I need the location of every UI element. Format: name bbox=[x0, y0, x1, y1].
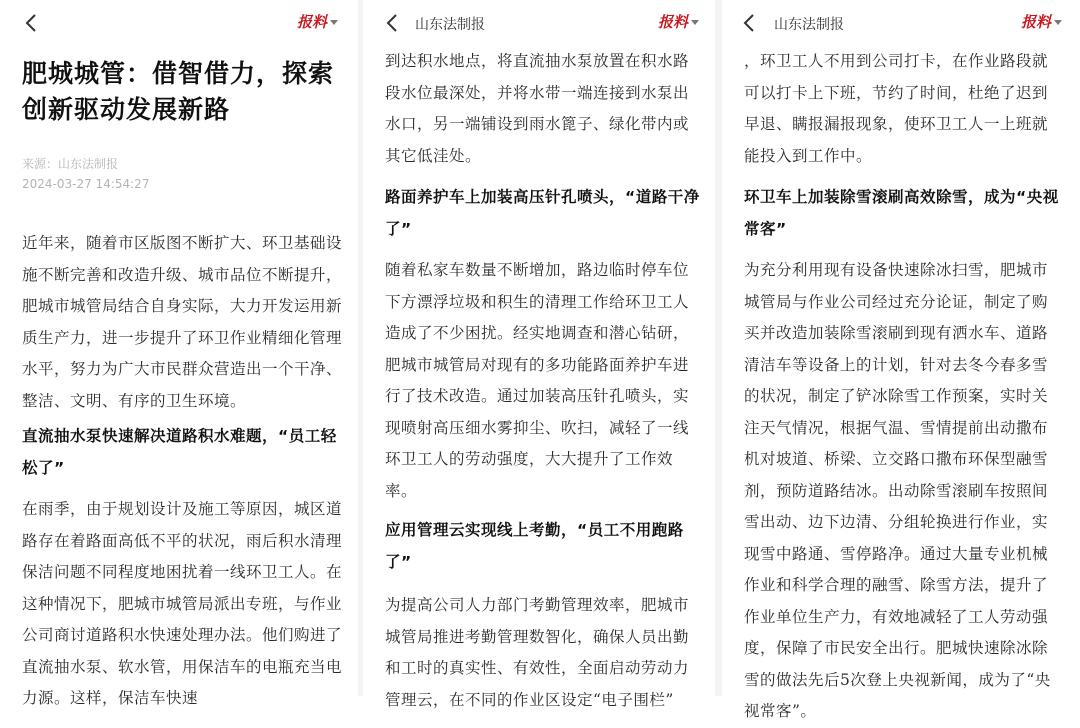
article-panel-2 bbox=[363, 0, 715, 709]
back-icon[interactable] bbox=[383, 10, 403, 36]
caret-down-icon bbox=[1054, 20, 1062, 25]
article-content bbox=[744, 46, 1062, 728]
top-bar bbox=[363, 0, 715, 46]
article-source: 来源：山东法制报 bbox=[22, 157, 119, 171]
intro-paragraph: 近年来，随着市区版图不断扩大、环卫基础设施不断完善和改造升级、城市品位不断提升，肥城市城管局结合自身实际，大力开发运用新质生产力，进一步提升了环卫作业精细化管理水平，努力为广大市民群众营造出一个干净、整洁、文明、有序的卫生环境。 bbox=[22, 234, 343, 410]
article-content bbox=[385, 46, 701, 716]
section-heading: 路面养护车上加装高压针孔喷头，“道路干净了” bbox=[385, 188, 700, 238]
body-paragraph: 随着私家车数量不断增加，路边临时停车位下方漂浮垃圾和积生的清理工作给环卫工人造成了不少困扰。经实地调查和潜心钻研，肥城市城管局对现有的多功能路面养护车进行了技术改造。通过加装高压针孔喷头，实现喷射高压细水雾抑尘、吹扫，减轻了一线环卫工人的劳动强度，大大提升了工作效率。 bbox=[385, 261, 690, 500]
article-content bbox=[22, 56, 342, 715]
article-title: 肥城城管：借智借力，探索创新驱动发展新路 bbox=[22, 59, 335, 124]
divider bbox=[715, 0, 722, 696]
caret-down-icon bbox=[330, 20, 338, 25]
top-bar bbox=[0, 0, 358, 46]
article-panel-1 bbox=[0, 0, 358, 707]
report-label: 报料 bbox=[296, 13, 327, 31]
section-heading: 环卫车上加装除雪滚刷高效除雪，成为“央视常客” bbox=[744, 188, 1059, 238]
report-label: 报料 bbox=[657, 13, 688, 31]
body-paragraph: 到达积水地点，将直流抽水泵放置在积水路段水位最深处，并将水带一端连接到水泵出水口，另一端铺设到雨水篦子、绿化带内或其它低洼处。 bbox=[385, 52, 690, 165]
body-paragraph: 为提高公司人力部门考勤管理效率，肥城市城管局推进考勤管理数智化，确保人员出勤和工时的真实性、有效性，全面启动劳动力管理云，在不同的作业区设定“电子围栏” bbox=[385, 596, 690, 709]
article-panel-3 bbox=[722, 0, 1080, 720]
section-heading: 应用管理云实现线上考勤，“员工不用跑路了” bbox=[385, 521, 684, 571]
report-button[interactable] bbox=[1021, 11, 1062, 32]
caret-down-icon bbox=[691, 20, 699, 25]
report-button[interactable] bbox=[297, 11, 338, 32]
article-datetime: 2024-03-27 14:54:27 bbox=[22, 177, 150, 191]
body-paragraph: 为充分利用现有设备快速除冰扫雪，肥城市城管局与作业公司经过充分论证，制定了购买并改造加装除雪滚刷到现有洒水车、道路清洁车等设备上的计划，针对去冬今春多雪的状况，制定了铲冰除雪工作预案，实时关注天气情况，根据气温、雪情提前出动撒布机对坡道、桥梁、立交路口撒布环保型融雪剂，预防道路结冰。出动除雪滚刷车按照间雪出动、边下边清、分组轮换进行作业，实现雪中路通、雪停路净。通过大量专业机械作业和科学合理的融雪、除雪方法，提升了作业单位生产力，有效地减轻了工人劳动强度，保障了市民安全出行。肥城快速除冰除雪的做法先后5次登上央视新闻，成为了“央视常客”。 bbox=[744, 261, 1051, 720]
top-bar bbox=[722, 0, 1080, 46]
bar-title: 山东法制报 bbox=[415, 17, 485, 33]
report-label: 报料 bbox=[1020, 13, 1051, 31]
bar-title: 山东法制报 bbox=[774, 17, 844, 33]
body-paragraph: ，环卫工人不用到公司打卡，在作业路段就可以打卡上下班，节约了时间，杜绝了迟到早退、瞒报漏报现象，使环卫工人一上班就能投入到工作中。 bbox=[744, 52, 1049, 165]
back-icon[interactable] bbox=[740, 10, 760, 36]
back-icon[interactable] bbox=[22, 10, 42, 36]
body-paragraph: 在雨季，由于规划设计及施工等原因，城区道路存在着路面高低不平的状况，雨后积水清理保洁问题不同程度地困扰着一线环卫工人。在这种情况下，肥城市城管局派出专班，与作业公司商讨道路积水快速处理办法。他们购进了直流抽水泵、软水管，用保洁车的电瓶充当电力源。这样，保洁车快速 bbox=[22, 500, 343, 707]
section-heading: 直流抽水泵快速解决道路积水难题，“员工轻松了” bbox=[22, 427, 337, 477]
report-button[interactable] bbox=[658, 11, 699, 32]
